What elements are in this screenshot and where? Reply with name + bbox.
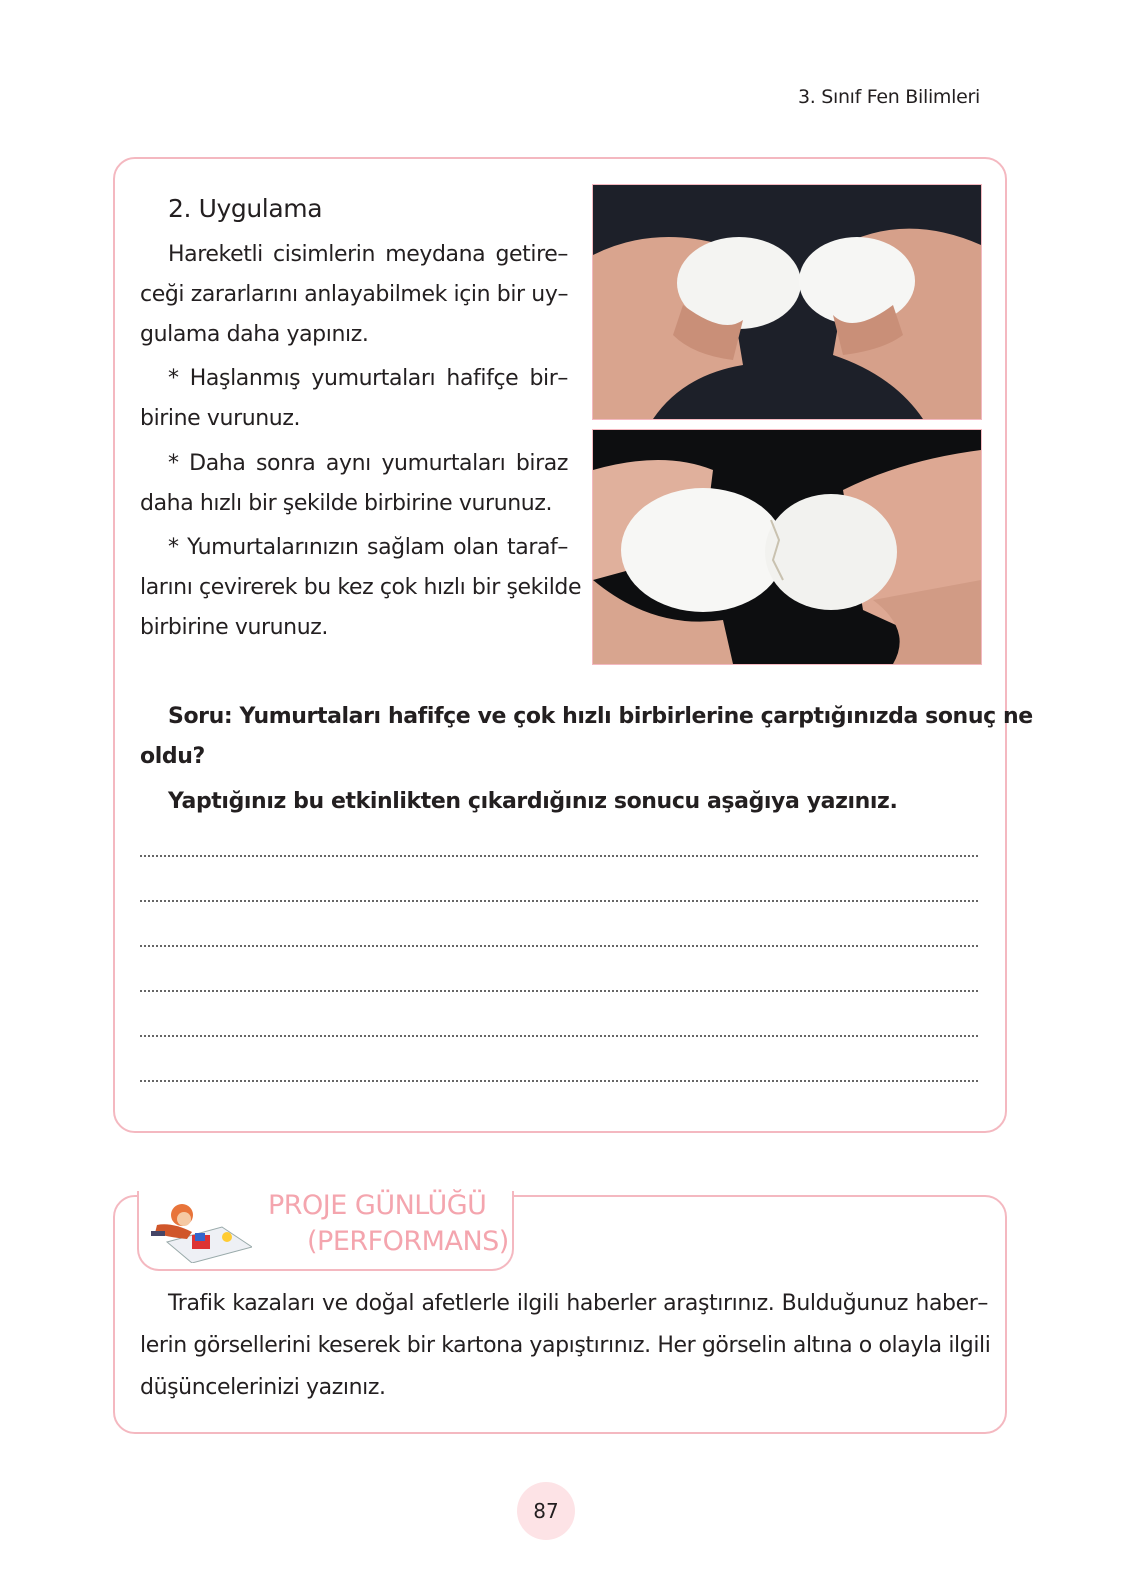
page-number: 87 — [517, 1482, 575, 1540]
intro-line: gulama daha yapınız. — [140, 322, 369, 347]
answer-line[interactable] — [140, 990, 978, 992]
step-line: birine vurunuz. — [140, 406, 301, 431]
step-line: * Yumurtalarınızın sağlam olan taraf– — [168, 535, 568, 560]
answer-line[interactable] — [140, 900, 978, 902]
intro-line: ceği zararlarını anlayabilmek için bir uy– — [140, 282, 569, 307]
intro-line: Hareketli cisimlerin meydana getire– — [168, 242, 568, 267]
photo-eggs-cracked — [592, 429, 982, 665]
child-drawing-icon — [147, 1197, 252, 1263]
answer-line[interactable] — [140, 1035, 978, 1037]
project-text-line: Trafik kazaları ve doğal afetlerle ilgili haberler araştırınız. Bulduğunuz haber– — [168, 1291, 988, 1316]
answer-line[interactable] — [140, 945, 978, 947]
activity-title: 2. Uygulama — [168, 194, 323, 223]
question-line: oldu? — [140, 744, 205, 769]
instruction-text: Yaptığınız bu etkinlikten çıkardığınız sonucu aşağıya yazınız. — [168, 789, 898, 814]
step-line: * Haşlanmış yumurtaları hafifçe bir– — [168, 366, 568, 391]
project-text-line: düşüncelerinizi yazınız. — [140, 1375, 386, 1400]
step-line: * Daha sonra aynı yumurtaları biraz — [168, 451, 568, 476]
project-text-line: lerin görsellerini keserek bir kartona yapıştırınız. Her görselin altına o olayla ilgili — [140, 1333, 991, 1358]
step-line: larını çevirerek bu kez çok hızlı bir şekilde — [140, 575, 582, 600]
question-line: Soru: Yumurtaları hafifçe ve çok hızlı birbirlerine çarptığınızda sonuç ne — [168, 704, 1033, 729]
photo-eggs-gently-touching — [592, 184, 982, 420]
answer-line[interactable] — [140, 855, 978, 857]
step-line: birbirine vurunuz. — [140, 615, 329, 640]
page-header: 3. Sınıf Fen Bilimleri — [797, 86, 980, 108]
project-subtitle: (PERFORMANS) — [307, 1226, 509, 1257]
answer-line[interactable] — [140, 1080, 978, 1082]
project-title: PROJE GÜNLÜĞÜ — [268, 1190, 487, 1221]
step-line: daha hızlı bir şekilde birbirine vurunuz. — [140, 491, 553, 516]
